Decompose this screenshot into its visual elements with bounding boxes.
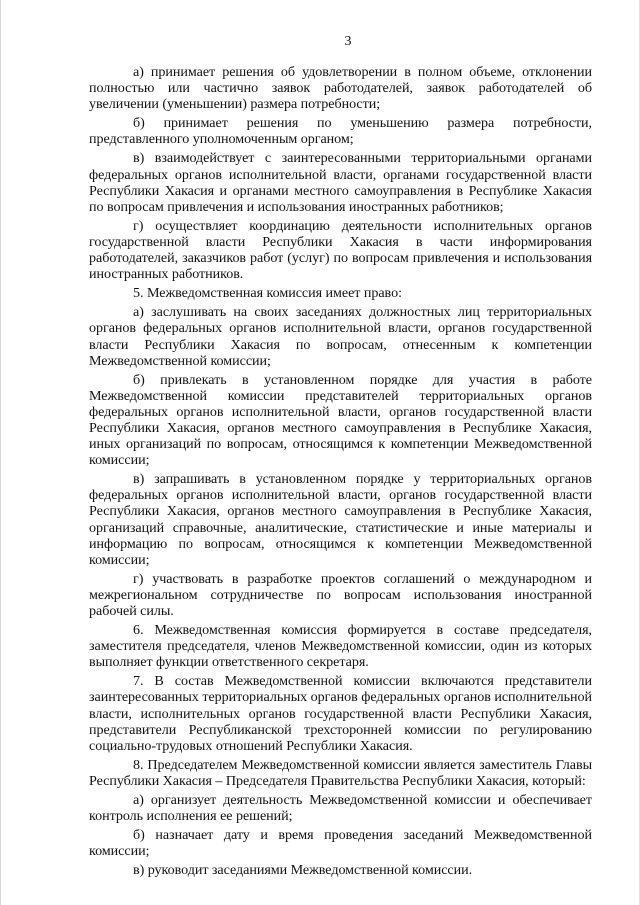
paragraph-8b: б) назначает дату и время проведения заседаний Межведомственной комиссии; xyxy=(89,827,592,860)
paragraph-8a: а) организует деятельность Межведомственной комиссии и обеспечивает контроль исполнения ее решений; xyxy=(89,792,592,825)
paragraph-5v: в) запрашивать в установленном порядке у территориальных органов федеральных органов исполнительной власти, органов государственной власти Республики Хакасия, органов местного самоуправления в Республике Хакасия, организаций справочные, аналитические, статистические и иные материалы и информацию по вопросам, относящимся к компетенции Межведомственной комиссии; xyxy=(89,471,592,568)
paragraph-5a: а) заслушивать на своих заседаниях должностных лиц территориальных органов федеральных органов исполнительной власти, органов государственной власти Республики Хакасия по вопросам, отнесенным к компетенции Межведомственной комиссии; xyxy=(89,304,592,369)
paragraph-5: 5. Межведомственная комиссия имеет право: xyxy=(133,285,402,302)
page-number: 3 xyxy=(344,34,352,49)
paragraph-6: 6. Межведомственная комиссия формируется в составе председателя, заместителя председателя, членов Межведомственной комиссии, один из которых выполняет функции ответственного секретаря. xyxy=(89,622,592,671)
paragraph-4g: г) осуществляет координацию деятельности исполнительных органов государственной власти Республики Хакасия в части информирования работодателей, заказчиков работ (услуг) по вопросам привлечения и использования иностранных работников. xyxy=(89,217,592,283)
document-body xyxy=(89,64,592,879)
paragraph-5b: б) привлекать в установленном порядке для участия в работе Межведомственной комиссии представителей территориальных органов федеральных органов исполнительной власти, органов государственной власти Республики Хакасия, органов местного самоуправления в Республике Хакасия, иных организаций по вопросам, относящимся к компетенции Межведомственной комиссии; xyxy=(89,371,592,469)
paragraph-4v: в) взаимодействует с заинтересованными территориальными органами федеральных органов исполнительной власти, органами государственной власти Республики Хакасия и органами местного самоуправления в Республике Хакасия по вопросам привлечения и использования иностранных работников; xyxy=(89,150,592,215)
scan-edge-left xyxy=(0,0,1,905)
paragraph-7: 7. В состав Межведомственной комиссии включаются представители заинтересованных территориальных органов федеральных органов исполнительной власти, исполнительных органов государственной власти Республики Хакасия, представители Республиканской трехсторонней комиссии по регулированию социально-трудовых отношений Республики Хакасия. xyxy=(89,673,592,754)
paragraph-5g: г) участвовать в разработке проектов соглашений о международном и межрегиональном сотрудничестве по вопросам использования иностранной рабочей силы. xyxy=(89,570,592,619)
paragraph-4b: б) принимает решения по уменьшению размера потребности, представленного уполномоченным органом; xyxy=(89,115,592,148)
paragraph-8v: в) руководит заседаниями Межведомственной комиссии. xyxy=(133,862,473,879)
paragraph-4a: а) принимает решения об удовлетворении в полном объеме, отклонении полностью или частично заявок работодателей, заявок работодателей об увеличении (уменьшении) размера потребности; xyxy=(89,64,592,113)
paragraph-8: 8. Председателем Межведомственной комиссии является заместитель Главы Республики Хакасия – Председателя Правительства Республики Хакасия, который: xyxy=(89,756,592,789)
